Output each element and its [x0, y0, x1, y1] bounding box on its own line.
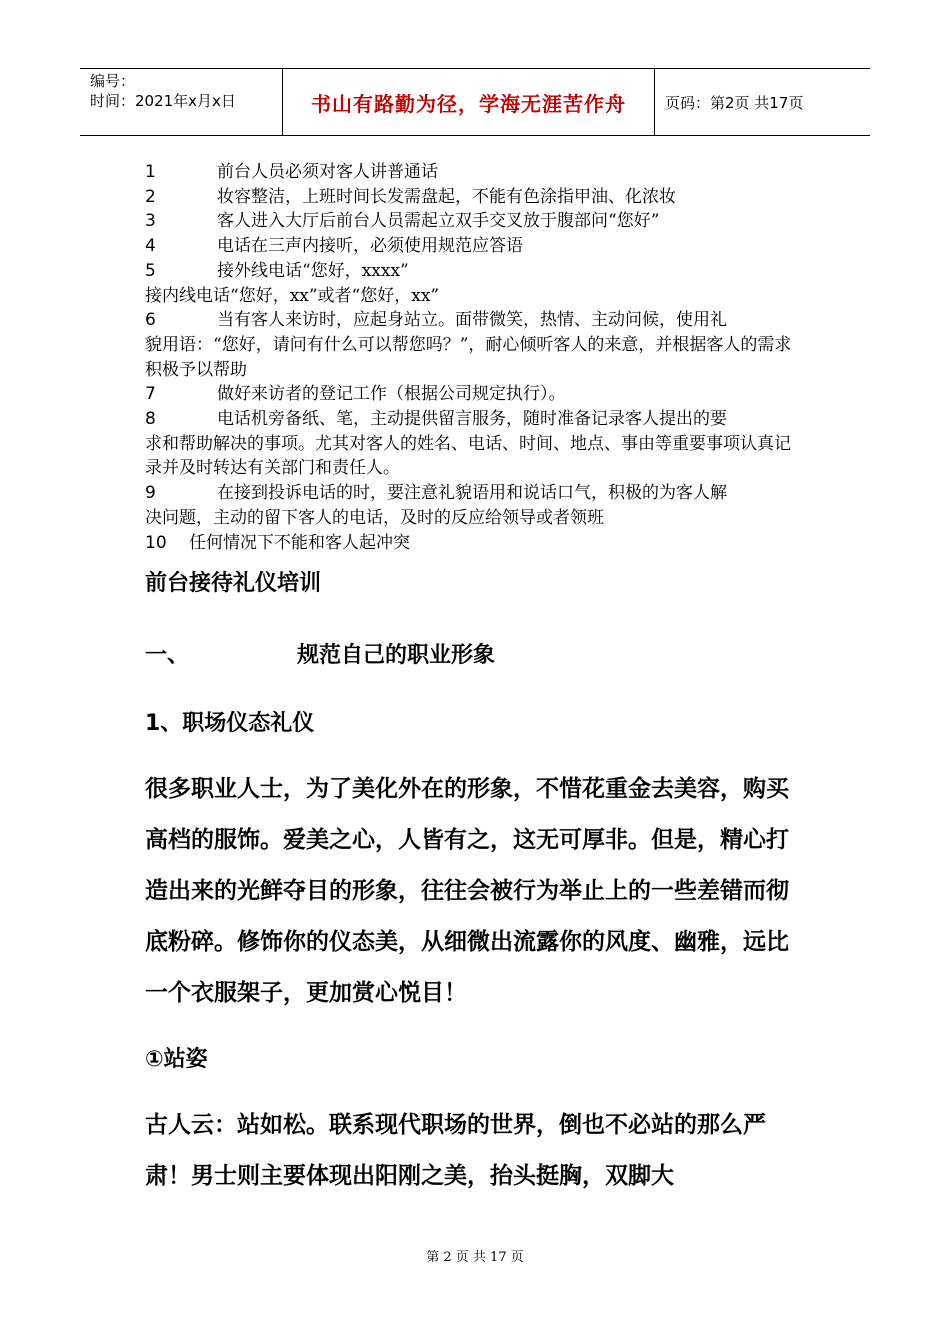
- list-item: 7 做好来访者的登记工作（根据公司规定执行）。: [145, 384, 566, 405]
- list-item: 4 电话在三声内接听，必须使用规范应答语: [145, 236, 523, 257]
- subsection-heading: ①站姿: [145, 1047, 208, 1072]
- document-header: [80, 68, 870, 136]
- header-page-cell: [655, 69, 870, 135]
- list-item: 8 电话机旁备纸、笔，主动提供留言服务，随时准备记录客人提出的要: [145, 409, 727, 430]
- time-label: 时间：2021年x月x日: [90, 92, 236, 110]
- list-item: 5 接外线电话“您好，xxxx”: [145, 260, 409, 281]
- list-item: 10 任何情况下不能和客人起冲突: [145, 532, 410, 553]
- paragraph: 古人云：站如松。联系现代职场的世界，倒也不必站的那么严肃！男士则主要体现出阳刚之美，抬头挺胸，双脚大: [145, 1112, 766, 1189]
- header-motto-cell: [282, 69, 655, 135]
- page-code: 页码：第2页 共17页: [665, 93, 804, 112]
- list-item-continuation: 貌用语：“您好，请问有什么可以帮您吗？”，耐心倾听客人的来意，并根据客人的需求积极予以帮助: [145, 334, 792, 380]
- document-title: 前台接待礼仪培训: [145, 571, 322, 596]
- subsection-heading: 1、职场仪态礼仪: [145, 711, 315, 736]
- paragraph: 很多职业人士，为了美化外在的形象，不惜花重金去美容，购买高档的服饰。爱美之心，人皆有之，这无可厚非。但是，精心打造出来的光鲜夺目的形象，往往会被行为举止上的一些差错而彻底粉碎。修饰你的仪态美，从细微出流露你的风度、幽雅，远比一个衣服架子，更加赏心悦目！: [145, 776, 789, 1006]
- motto: 书山有路勤为径，学海无涯苦作舟: [311, 91, 626, 116]
- page-footer: 第 2 页 共 17 页: [426, 1250, 524, 1265]
- number-label: 编号：: [90, 72, 136, 90]
- list-item: 9 在接到投诉电话的时，要注意礼貌语用和说话口气，积极的为客人解: [145, 483, 727, 504]
- list-item: 6 当有客人来访时，应起身站立。面带微笑，热情、主动问候，使用礼: [145, 310, 727, 331]
- list-item-continuation: 求和帮助解决的事项。尤其对客人的姓名、电话、时间、地点、事由等重要事项认真记录并及时转达有关部门和责任人。: [145, 433, 791, 479]
- list-item-continuation: 接内线电话“您好，xx”或者“您好，xx”: [145, 285, 440, 306]
- rules-list: [145, 160, 800, 555]
- list-item: 2 妆容整洁，上班时间长发需盘起，不能有色涂指甲油、化浓妆: [145, 186, 676, 207]
- header-info-cell: [80, 69, 282, 135]
- list-item: 1 前台人员必须对客人讲普通话: [145, 162, 438, 182]
- section-heading: 一、 规范自己的职业形象: [145, 643, 496, 668]
- list-item: 3 客人进入大厅后前台人员需起立双手交叉放于腹部问“您好”: [145, 211, 660, 232]
- list-item-continuation: 决问题，主动的留下客人的电话，及时的反应给领导或者领班: [145, 507, 604, 528]
